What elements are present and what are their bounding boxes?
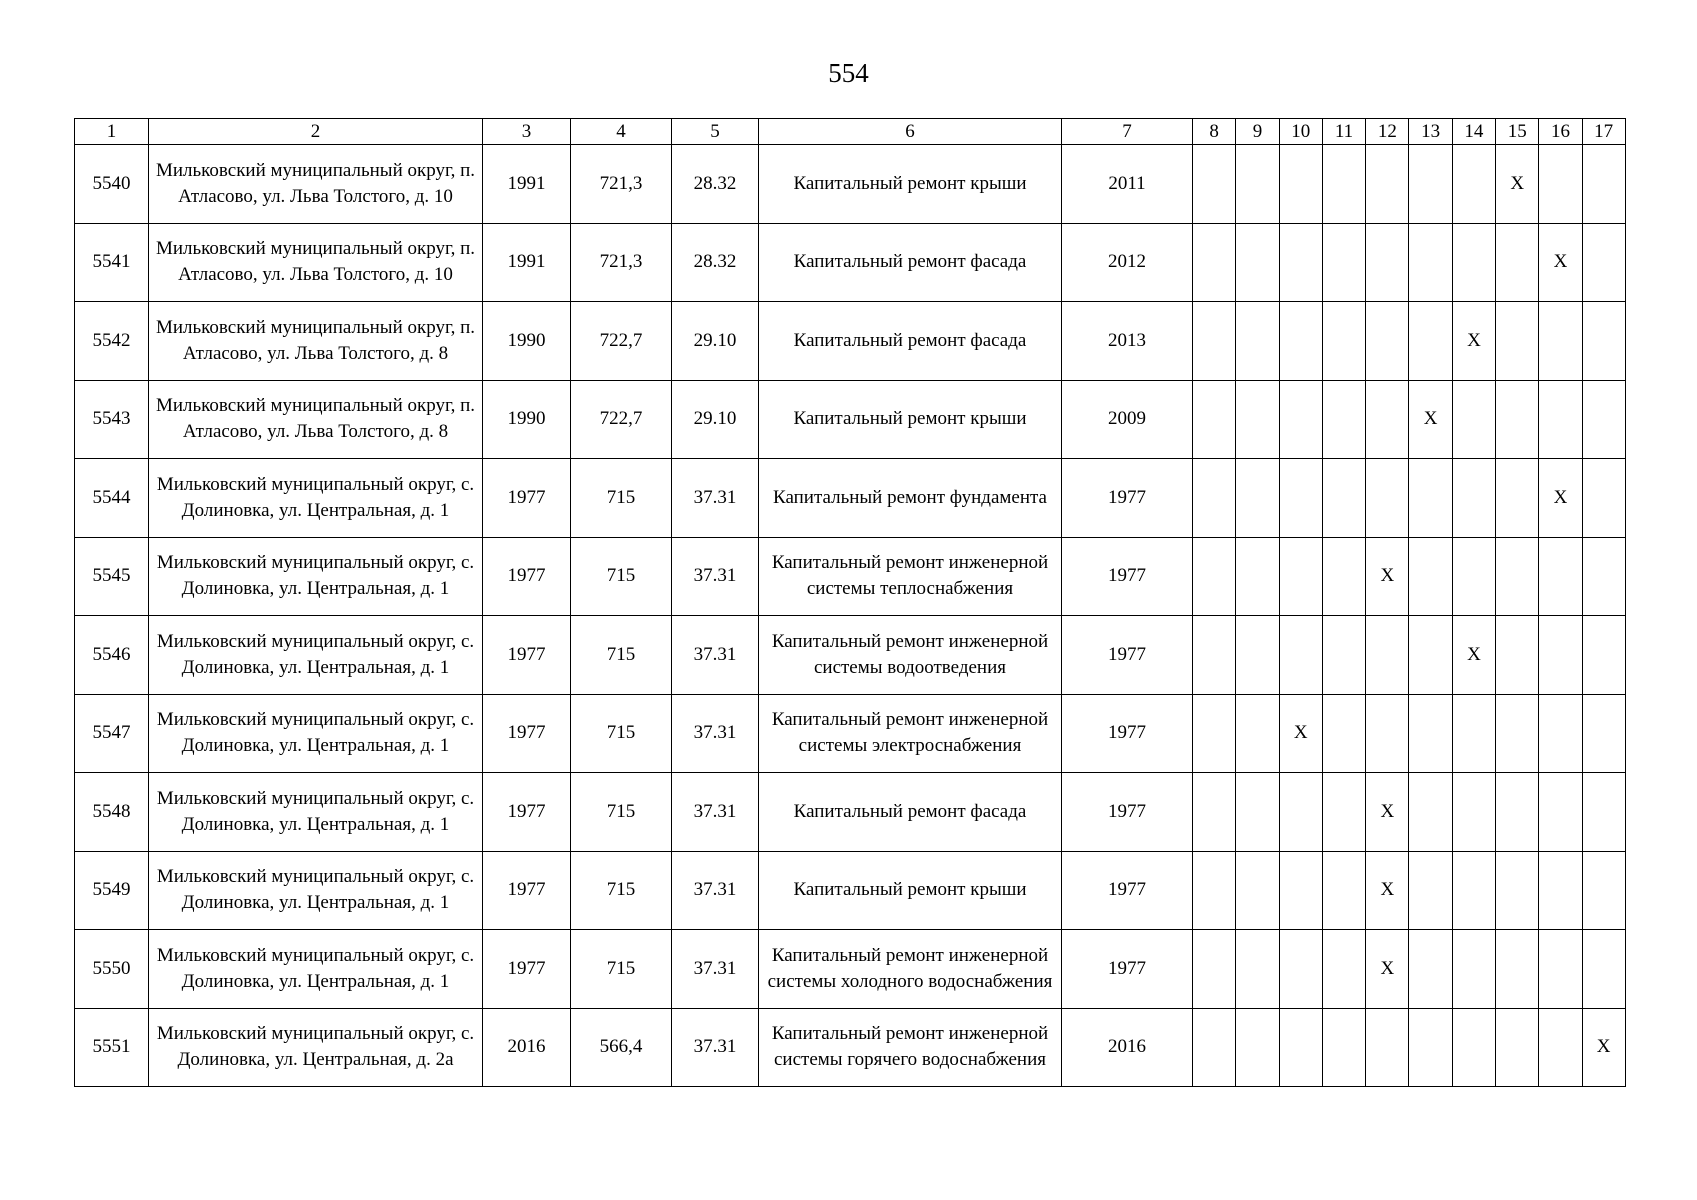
row-number-cell: 5546 [75, 616, 149, 695]
build-year-cell: 1990 [483, 380, 571, 459]
area-cell: 715 [571, 694, 672, 773]
code-cell: 29.10 [672, 380, 759, 459]
table-row [75, 773, 1626, 852]
mark-cell [1409, 223, 1452, 302]
mark-cell [1409, 851, 1452, 930]
last-repair-year-cell: 1977 [1062, 459, 1193, 538]
mark-cell: X [1496, 145, 1539, 224]
mark-cell [1279, 459, 1322, 538]
mark-cell [1193, 851, 1236, 930]
work-type-cell: Капитальный ремонт крыши [759, 145, 1062, 224]
row-number-cell: 5548 [75, 773, 149, 852]
mark-cell [1193, 773, 1236, 852]
mark-cell [1193, 459, 1236, 538]
address-cell: Мильковский муниципальный округ, с. Долиновка, ул. Центральная, д. 2а [149, 1008, 483, 1087]
mark-cell [1496, 851, 1539, 930]
area-cell: 722,7 [571, 302, 672, 381]
mark-cell [1452, 1008, 1495, 1087]
area-cell: 566,4 [571, 1008, 672, 1087]
mark-cell [1582, 694, 1625, 773]
table-row [75, 302, 1626, 381]
mark-cell [1193, 380, 1236, 459]
mark-cell [1322, 380, 1365, 459]
work-type-cell: Капитальный ремонт фасада [759, 302, 1062, 381]
mark-cell [1236, 302, 1279, 381]
code-cell: 28.32 [672, 223, 759, 302]
column-header: 3 [483, 119, 571, 145]
row-number-cell: 5547 [75, 694, 149, 773]
mark-cell [1496, 302, 1539, 381]
area-cell: 715 [571, 851, 672, 930]
mark-cell [1322, 459, 1365, 538]
mark-cell [1409, 537, 1452, 616]
code-cell: 37.31 [672, 537, 759, 616]
mark-cell [1279, 1008, 1322, 1087]
mark-cell [1582, 773, 1625, 852]
column-header: 6 [759, 119, 1062, 145]
last-repair-year-cell: 1977 [1062, 851, 1193, 930]
address-cell: Мильковский муниципальный округ, с. Долиновка, ул. Центральная, д. 1 [149, 851, 483, 930]
mark-cell [1452, 223, 1495, 302]
mark-cell [1279, 145, 1322, 224]
mark-cell [1409, 773, 1452, 852]
mark-cell [1236, 459, 1279, 538]
mark-cell [1539, 1008, 1582, 1087]
mark-cell [1452, 851, 1495, 930]
work-type-cell: Капитальный ремонт фасада [759, 223, 1062, 302]
mark-cell [1236, 145, 1279, 224]
mark-cell [1366, 694, 1409, 773]
mark-cell [1409, 459, 1452, 538]
column-header: 8 [1193, 119, 1236, 145]
mark-cell [1236, 537, 1279, 616]
table-row [75, 1008, 1626, 1087]
column-header: 15 [1496, 119, 1539, 145]
mark-cell [1366, 145, 1409, 224]
work-type-cell: Капитальный ремонт крыши [759, 851, 1062, 930]
column-header: 17 [1582, 119, 1625, 145]
table-row [75, 459, 1626, 538]
mark-cell [1452, 773, 1495, 852]
mark-cell [1279, 537, 1322, 616]
mark-cell [1582, 302, 1625, 381]
build-year-cell: 1977 [483, 773, 571, 852]
build-year-cell: 1977 [483, 694, 571, 773]
code-cell: 28.32 [672, 145, 759, 224]
mark-cell [1496, 1008, 1539, 1087]
mark-cell [1236, 773, 1279, 852]
last-repair-year-cell: 1977 [1062, 773, 1193, 852]
last-repair-year-cell: 2012 [1062, 223, 1193, 302]
row-number-cell: 5541 [75, 223, 149, 302]
area-cell: 715 [571, 773, 672, 852]
area-cell: 721,3 [571, 145, 672, 224]
mark-cell [1322, 302, 1365, 381]
mark-cell [1452, 930, 1495, 1009]
mark-cell [1322, 537, 1365, 616]
mark-cell [1452, 145, 1495, 224]
address-cell: Мильковский муниципальный округ, с. Долиновка, ул. Центральная, д. 1 [149, 537, 483, 616]
mark-cell [1279, 223, 1322, 302]
address-cell: Мильковский муниципальный округ, п. Атласово, ул. Льва Толстого, д. 8 [149, 380, 483, 459]
last-repair-year-cell: 2011 [1062, 145, 1193, 224]
mark-cell [1322, 616, 1365, 695]
address-cell: Мильковский муниципальный округ, с. Долиновка, ул. Центральная, д. 1 [149, 616, 483, 695]
row-number-cell: 5544 [75, 459, 149, 538]
address-cell: Мильковский муниципальный округ, с. Долиновка, ул. Центральная, д. 1 [149, 930, 483, 1009]
mark-cell [1496, 616, 1539, 695]
mark-cell [1193, 616, 1236, 695]
row-number-cell: 5545 [75, 537, 149, 616]
mark-cell [1539, 302, 1582, 381]
page-number: 554 [828, 58, 869, 88]
mark-cell [1582, 223, 1625, 302]
mark-cell: X [1279, 694, 1322, 773]
mark-cell [1193, 537, 1236, 616]
row-number-cell: 5543 [75, 380, 149, 459]
mark-cell [1366, 302, 1409, 381]
column-header: 1 [75, 119, 149, 145]
code-cell: 37.31 [672, 459, 759, 538]
column-header: 14 [1452, 119, 1495, 145]
mark-cell [1539, 145, 1582, 224]
mark-cell [1539, 694, 1582, 773]
table-row [75, 223, 1626, 302]
mark-cell [1236, 380, 1279, 459]
area-cell: 715 [571, 537, 672, 616]
work-type-cell: Капитальный ремонт фундамента [759, 459, 1062, 538]
work-type-cell: Капитальный ремонт инженерной системы электроснабжения [759, 694, 1062, 773]
mark-cell [1582, 459, 1625, 538]
mark-cell [1322, 851, 1365, 930]
address-cell: Мильковский муниципальный округ, с. Долиновка, ул. Центральная, д. 1 [149, 773, 483, 852]
table-row [75, 616, 1626, 695]
area-cell: 715 [571, 459, 672, 538]
code-cell: 29.10 [672, 302, 759, 381]
mark-cell [1582, 616, 1625, 695]
mark-cell: X [1582, 1008, 1625, 1087]
last-repair-year-cell: 1977 [1062, 930, 1193, 1009]
mark-cell [1582, 145, 1625, 224]
last-repair-year-cell: 1977 [1062, 616, 1193, 695]
row-number-cell: 5540 [75, 145, 149, 224]
build-year-cell: 1991 [483, 145, 571, 224]
mark-cell: X [1452, 616, 1495, 695]
mark-cell [1236, 930, 1279, 1009]
area-cell: 715 [571, 616, 672, 695]
work-type-cell: Капитальный ремонт инженерной системы горячего водоснабжения [759, 1008, 1062, 1087]
build-year-cell: 1977 [483, 537, 571, 616]
build-year-cell: 1977 [483, 851, 571, 930]
mark-cell [1539, 380, 1582, 459]
mark-cell [1236, 694, 1279, 773]
column-header: 4 [571, 119, 672, 145]
code-cell: 37.31 [672, 616, 759, 695]
mark-cell [1322, 223, 1365, 302]
last-repair-year-cell: 2013 [1062, 302, 1193, 381]
last-repair-year-cell: 1977 [1062, 694, 1193, 773]
mark-cell [1236, 616, 1279, 695]
mark-cell: X [1366, 537, 1409, 616]
mark-cell: X [1452, 302, 1495, 381]
mark-cell [1366, 616, 1409, 695]
code-cell: 37.31 [672, 1008, 759, 1087]
mark-cell [1496, 223, 1539, 302]
last-repair-year-cell: 2009 [1062, 380, 1193, 459]
mark-cell [1409, 694, 1452, 773]
last-repair-year-cell: 2016 [1062, 1008, 1193, 1087]
table-body [75, 145, 1626, 1087]
mark-cell [1193, 1008, 1236, 1087]
code-cell: 37.31 [672, 851, 759, 930]
mark-cell [1496, 694, 1539, 773]
mark-cell [1409, 930, 1452, 1009]
mark-cell [1322, 1008, 1365, 1087]
address-cell: Мильковский муниципальный округ, п. Атласово, ул. Льва Толстого, д. 10 [149, 223, 483, 302]
mark-cell [1452, 537, 1495, 616]
work-type-cell: Капитальный ремонт инженерной системы водоотведения [759, 616, 1062, 695]
mark-cell [1582, 851, 1625, 930]
work-type-cell: Капитальный ремонт крыши [759, 380, 1062, 459]
build-year-cell: 1991 [483, 223, 571, 302]
mark-cell [1452, 380, 1495, 459]
row-number-cell: 5542 [75, 302, 149, 381]
code-cell: 37.31 [672, 773, 759, 852]
build-year-cell: 1977 [483, 459, 571, 538]
mark-cell [1582, 537, 1625, 616]
mark-cell [1279, 616, 1322, 695]
mark-cell [1193, 145, 1236, 224]
table-row [75, 851, 1626, 930]
address-cell: Мильковский муниципальный округ, п. Атласово, ул. Льва Толстого, д. 8 [149, 302, 483, 381]
mark-cell [1322, 694, 1365, 773]
mark-cell: X [1366, 773, 1409, 852]
mark-cell [1236, 851, 1279, 930]
mark-cell [1409, 1008, 1452, 1087]
row-number-cell: 5550 [75, 930, 149, 1009]
mark-cell [1582, 930, 1625, 1009]
mark-cell [1496, 380, 1539, 459]
mark-cell [1539, 616, 1582, 695]
table-row [75, 380, 1626, 459]
mark-cell [1409, 616, 1452, 695]
mark-cell [1279, 773, 1322, 852]
repair-schedule-table [74, 118, 1626, 1087]
mark-cell: X [1539, 223, 1582, 302]
area-cell: 721,3 [571, 223, 672, 302]
mark-cell [1236, 1008, 1279, 1087]
mark-cell [1496, 773, 1539, 852]
column-header: 10 [1279, 119, 1322, 145]
column-header: 7 [1062, 119, 1193, 145]
column-header: 5 [672, 119, 759, 145]
mark-cell [1496, 537, 1539, 616]
mark-cell [1236, 223, 1279, 302]
mark-cell [1193, 694, 1236, 773]
mark-cell [1322, 773, 1365, 852]
mark-cell [1539, 851, 1582, 930]
mark-cell [1193, 930, 1236, 1009]
column-header: 16 [1539, 119, 1582, 145]
column-header: 2 [149, 119, 483, 145]
work-type-cell: Капитальный ремонт инженерной системы теплоснабжения [759, 537, 1062, 616]
column-header: 12 [1366, 119, 1409, 145]
mark-cell [1322, 145, 1365, 224]
mark-cell [1366, 223, 1409, 302]
table-row [75, 537, 1626, 616]
mark-cell [1539, 773, 1582, 852]
last-repair-year-cell: 1977 [1062, 537, 1193, 616]
table-row [75, 930, 1626, 1009]
mark-cell [1322, 930, 1365, 1009]
table-row [75, 145, 1626, 224]
address-cell: Мильковский муниципальный округ, п. Атласово, ул. Льва Толстого, д. 10 [149, 145, 483, 224]
mark-cell [1366, 380, 1409, 459]
column-header: 9 [1236, 119, 1279, 145]
build-year-cell: 1977 [483, 930, 571, 1009]
mark-cell [1409, 145, 1452, 224]
address-cell: Мильковский муниципальный округ, с. Долиновка, ул. Центральная, д. 1 [149, 694, 483, 773]
area-cell: 715 [571, 930, 672, 1009]
mark-cell [1193, 302, 1236, 381]
table-row [75, 694, 1626, 773]
column-header: 11 [1322, 119, 1365, 145]
mark-cell [1539, 930, 1582, 1009]
header-row [75, 119, 1626, 145]
row-number-cell: 5549 [75, 851, 149, 930]
mark-cell [1366, 459, 1409, 538]
area-cell: 722,7 [571, 380, 672, 459]
mark-cell [1193, 223, 1236, 302]
mark-cell [1279, 380, 1322, 459]
column-header: 13 [1409, 119, 1452, 145]
mark-cell: X [1409, 380, 1452, 459]
mark-cell [1279, 302, 1322, 381]
build-year-cell: 1990 [483, 302, 571, 381]
work-type-cell: Капитальный ремонт инженерной системы холодного водоснабжения [759, 930, 1062, 1009]
mark-cell [1409, 302, 1452, 381]
build-year-cell: 1977 [483, 616, 571, 695]
address-cell: Мильковский муниципальный округ, с. Долиновка, ул. Центральная, д. 1 [149, 459, 483, 538]
mark-cell [1366, 1008, 1409, 1087]
mark-cell [1279, 930, 1322, 1009]
mark-cell [1279, 851, 1322, 930]
code-cell: 37.31 [672, 930, 759, 1009]
mark-cell [1496, 930, 1539, 1009]
mark-cell: X [1366, 930, 1409, 1009]
mark-cell [1539, 537, 1582, 616]
row-number-cell: 5551 [75, 1008, 149, 1087]
mark-cell: X [1366, 851, 1409, 930]
mark-cell [1496, 459, 1539, 538]
code-cell: 37.31 [672, 694, 759, 773]
build-year-cell: 2016 [483, 1008, 571, 1087]
mark-cell [1452, 694, 1495, 773]
mark-cell [1452, 459, 1495, 538]
work-type-cell: Капитальный ремонт фасада [759, 773, 1062, 852]
mark-cell [1582, 380, 1625, 459]
mark-cell: X [1539, 459, 1582, 538]
